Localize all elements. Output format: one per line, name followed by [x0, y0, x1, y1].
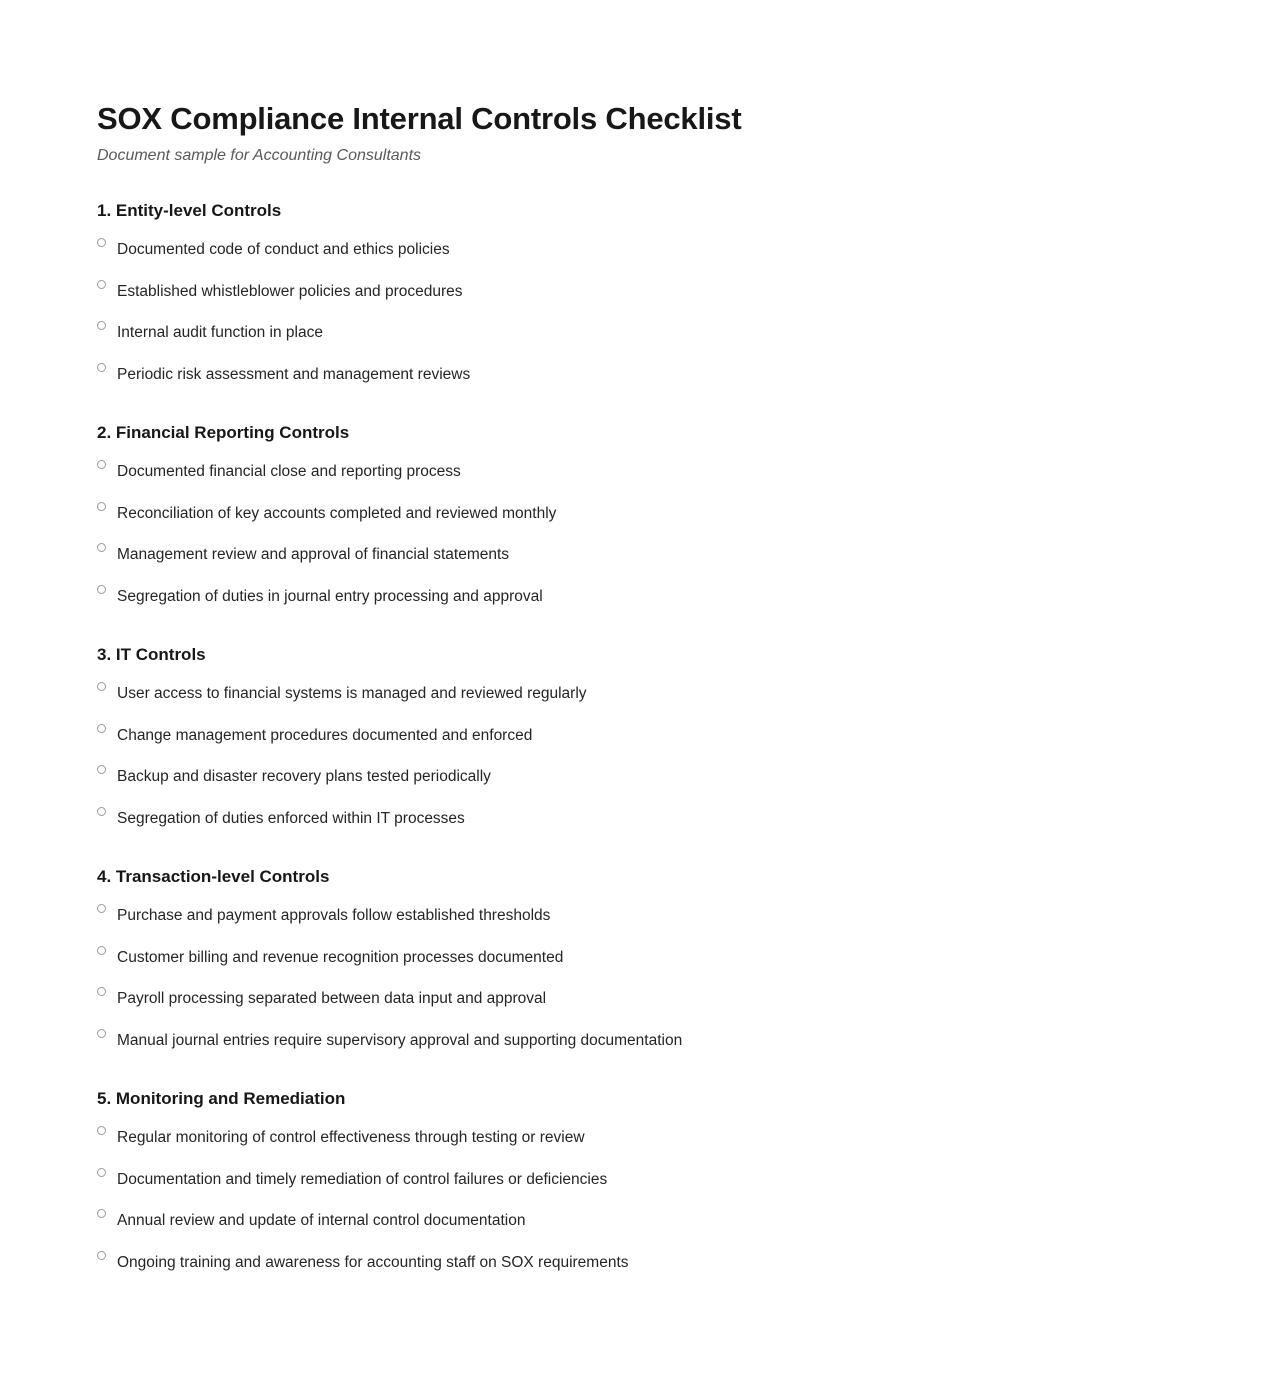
- section-heading: 5. Monitoring and Remediation: [97, 1089, 346, 1108]
- checklist-item[interactable]: [97, 271, 1166, 313]
- checklist-item-label: Segregation of duties in journal entry processing and approval: [117, 587, 543, 605]
- checklist-item-label: User access to financial systems is managed and reviewed regularly: [117, 685, 587, 702]
- empty-circle-icon[interactable]: [97, 460, 106, 469]
- checklist-sections: [97, 199, 1166, 1283]
- checklist-item-label: Customer billing and revenue recognition processes documented: [117, 948, 564, 966]
- section-heading: 3. IT Controls: [97, 645, 206, 664]
- checklist-item[interactable]: [97, 312, 1166, 354]
- checklist-item-label: Ongoing training and awareness for accounting staff on SOX requirements: [117, 1253, 629, 1271]
- checklist-item[interactable]: [97, 1200, 1166, 1242]
- empty-circle-icon[interactable]: [97, 1209, 106, 1218]
- checklist-item-label: Segregation of duties enforced within IT processes: [117, 809, 465, 827]
- checklist-item-label: Change management procedures documented and enforced: [117, 726, 533, 744]
- checklist-section: [97, 199, 1166, 395]
- checklist-item[interactable]: [97, 756, 1166, 798]
- empty-circle-icon[interactable]: [97, 904, 106, 913]
- empty-circle-icon[interactable]: [97, 946, 106, 955]
- checklist-item-label: Established whistleblower policies and procedures: [117, 282, 463, 300]
- checklist-item[interactable]: [97, 576, 1166, 618]
- checklist-item[interactable]: [97, 1117, 1166, 1159]
- checklist-item[interactable]: [97, 978, 1166, 1020]
- empty-circle-icon[interactable]: [97, 502, 106, 511]
- checklist-item[interactable]: [97, 895, 1166, 937]
- checklist-item-label: Regular monitoring of control effectiveness through testing or review: [117, 1129, 585, 1146]
- checklist-section: [97, 865, 1166, 1061]
- checklist-item[interactable]: [97, 534, 1166, 576]
- checklist-item[interactable]: [97, 673, 1166, 715]
- checklist-item[interactable]: [97, 451, 1166, 493]
- section-heading: 4. Transaction-level Controls: [97, 867, 330, 886]
- empty-circle-icon[interactable]: [97, 682, 106, 691]
- checklist-item[interactable]: [97, 354, 1166, 396]
- empty-circle-icon[interactable]: [97, 321, 106, 330]
- checklist-item-label: Documented code of conduct and ethics policies: [117, 241, 450, 258]
- empty-circle-icon[interactable]: [97, 1126, 106, 1135]
- checklist: [97, 1117, 1166, 1283]
- empty-circle-icon[interactable]: [97, 807, 106, 816]
- checklist-item-label: Manual journal entries require supervisory approval and supporting documentation: [117, 1031, 683, 1049]
- checklist-item-label: Annual review and update of internal control documentation: [117, 1212, 526, 1229]
- checklist-item[interactable]: [97, 229, 1166, 271]
- checklist: [97, 895, 1166, 1061]
- empty-circle-icon[interactable]: [97, 1251, 106, 1260]
- empty-circle-icon[interactable]: [97, 987, 106, 996]
- checklist-item-label: Purchase and payment approvals follow established thresholds: [117, 907, 551, 924]
- checklist-item[interactable]: [97, 798, 1166, 840]
- checklist-item-label: Backup and disaster recovery plans tested periodically: [117, 768, 491, 785]
- checklist-item-label: Reconciliation of key accounts completed and reviewed monthly: [117, 504, 557, 522]
- checklist: [97, 451, 1166, 617]
- empty-circle-icon[interactable]: [97, 280, 106, 289]
- checklist: [97, 229, 1166, 395]
- checklist-item-label: Periodic risk assessment and management reviews: [117, 365, 471, 383]
- empty-circle-icon[interactable]: [97, 238, 106, 247]
- section-heading: 2. Financial Reporting Controls: [97, 423, 350, 442]
- empty-circle-icon[interactable]: [97, 585, 106, 594]
- checklist-item[interactable]: [97, 1159, 1166, 1201]
- checklist-item[interactable]: [97, 715, 1166, 757]
- checklist: [97, 673, 1166, 839]
- section-heading: 1. Entity-level Controls: [97, 201, 282, 220]
- page-title: SOX Compliance Internal Controls Checklist: [97, 101, 742, 136]
- empty-circle-icon[interactable]: [97, 543, 106, 552]
- checklist-item-label: Payroll processing separated between data input and approval: [117, 990, 547, 1007]
- checklist-item[interactable]: [97, 1020, 1166, 1062]
- checklist-item-label: Documented financial close and reporting process: [117, 463, 461, 480]
- empty-circle-icon[interactable]: [97, 1029, 106, 1038]
- document-subtitle: Document sample for Accounting Consultants: [97, 147, 422, 164]
- checklist-item[interactable]: [97, 1242, 1166, 1284]
- checklist-item[interactable]: [97, 937, 1166, 979]
- empty-circle-icon[interactable]: [97, 363, 106, 372]
- checklist-item-label: Internal audit function in place: [117, 324, 323, 341]
- empty-circle-icon[interactable]: [97, 765, 106, 774]
- checklist-item-label: Documentation and timely remediation of control failures or deficiencies: [117, 1170, 608, 1188]
- checklist-item[interactable]: [97, 493, 1166, 535]
- checklist-section: [97, 421, 1166, 617]
- empty-circle-icon[interactable]: [97, 1168, 106, 1177]
- checklist-item-label: Management review and approval of financial statements: [117, 546, 510, 563]
- checklist-section: [97, 643, 1166, 839]
- empty-circle-icon[interactable]: [97, 724, 106, 733]
- checklist-section: [97, 1087, 1166, 1283]
